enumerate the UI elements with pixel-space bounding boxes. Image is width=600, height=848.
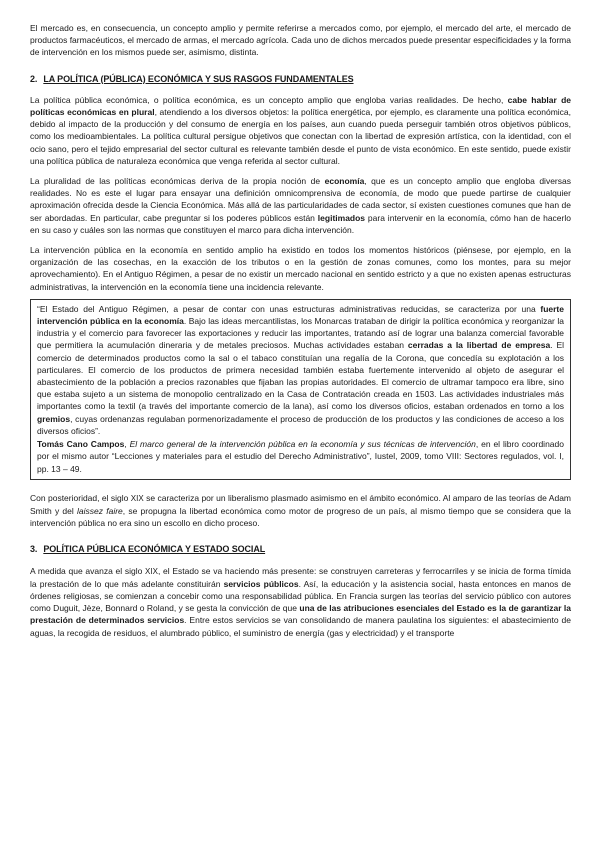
text-run: , se propugna la libertad económica como motor de progreso de un país, al mismo tiempo que se considera que la intervención pública no era sino un escollo en dicho proceso. xyxy=(30,505,571,529)
text-run: . El comercio de determinados productos como la sal o el tabaco constituían una regalía de la Corona, que concedía su explotación a los particulares. El comercio de los productos de primera necesidad también estaba fuertemente intervenido al objeto de asegurar el abastecimiento de la población a precios razonables que fijaban las propias autoridades. El comercio de ultramar tampoco era libre, sino que estaba sujeto a un sistema de monopolio centralizado en la Casa de Contratación creada en 1503. Las actividades industriales más importantes como la textil (a través del importante comercio de la lana), así como los diversos oficios, estaban ordenados en torno a los xyxy=(37,340,565,412)
text-run: “El Estado del Antiguo Régimen, a pesar de contar con unas estructuras administrativas reducidas, se caracteriza por una xyxy=(37,303,541,314)
text-run: La pluralidad de las políticas económicas deriva de la propia noción de xyxy=(30,176,325,187)
emphasis-text: cerradas a la libertad de empresa xyxy=(407,340,551,351)
text-run: , el Estado se va haciendo más presente: se construyen carreteras y ferrocarriles y se inicia de forma tímida la prestación de lo que más adelante constituirán xyxy=(30,565,571,589)
text-run: para intervenir en la economía, cómo han de hacerlo en su caso y cuáles son las normas que constituyen el marco para dicha intervención. xyxy=(30,212,571,235)
text-run: , que es un concepto amplio que engloba diversas realidades. No es este el lugar para ensayar una definición omnicomprensiva de economía, de modo que puede partirse de cualquier aproximación ofrecida desde la Ciencia Económica. Más allá de las particularidades de cada sector, sí existen cuestiones comunes que han de ser abordadas. En particular, cabe preguntar si los poderes públicos están xyxy=(30,176,571,223)
text-run: A medida que avanza el siglo xyxy=(30,565,146,576)
section-2-number: 2. xyxy=(30,73,38,84)
emphasis-text: servicios públicos xyxy=(223,578,299,589)
text-run: , xyxy=(124,439,130,450)
section-3-heading xyxy=(30,543,571,555)
century-numeral: XIX xyxy=(145,566,158,576)
text-run: , en el libro coordinado por el mismo autor “Lecciones y materiales para el estudio del Derecho Administrativo”, Iustel, 2009, tomo VIII: Sectores regulados, vol. I, pp. 13 – 49. xyxy=(37,439,564,474)
text-run: . Así, la educación y la asistencia social, hasta entonces en manos de órdenes religiosas, se comienzan a concebir como una responsabilidad pública. En Francia surgen las teorías del servicio público con autores como Duguit, Jèze, Bonnard o Roland, y se gesta la convicción de que xyxy=(30,578,571,614)
emphasis-text: fuerte intervención pública en la economía xyxy=(37,303,564,327)
text-run: . Entre estos servicios se van consolidando de manera paulatina los siguientes: el abastecimiento de aguas, la recogida de residuos, el alumbrado público, el suministro de energía (gas y electricidad) y el transporte xyxy=(30,615,571,638)
quote-reference xyxy=(37,438,564,475)
section-3-title: POLÍTICA PÚBLICA ECONÓMICA Y ESTADO SOCIAL xyxy=(43,544,266,555)
intro-paragraph: El mercado es, en consecuencia, un concepto amplio y permite referirse a mercados como, por ejemplo, el mercado del arte, el mercado de productos farmacéuticos, el mercado de armas, el mercado agrícola. Cada uno de dichos mercados puede presentar especificidades y la forma de intervención en los mismos puede ser, asimismo, distinta. xyxy=(30,23,571,58)
section-2-title: LA POLÍTICA (PÚBLICA) ECONÓMICA Y SUS RASGOS FUNDAMENTALES xyxy=(43,73,354,84)
text-run: . Bajo las ideas mercantilistas, los Monarcas trataban de dirigir la política económica y reorganizar la industria y el comercio para favorecer las exportaciones y reducir las importantes, tratando así de lograr una balanza comercial favorable que permitiera la acumulación dineraria y de metales preciosos. Muchas actividades estaban xyxy=(37,316,564,351)
text-run: , cuyas ordenanzas regulaban pormenorizadamente el proceso de producción de los productos y las condiciones de acceso a los diversos oficios”. xyxy=(37,413,564,436)
quote-text xyxy=(37,303,564,437)
text-run: , atendiendo a los diversos objetos: la política energética, por ejemplo, es claramente una política económica, debido al impacto de la producción y del consumo de energía en los países, aun cuando pueda perseguir también otros objetivos públicos, como los medioambientales. La política cultural persigue objetivos que conectan con la libertad de expresión artística, con la identidad, con el ocio sano, pero el tejido empresarial del sector cultural es relevante también desde el punto de vista económico. En este sentido, puede existir una política pública de naturaleza económica que venga referida al sector cultural. xyxy=(30,107,571,166)
century-numeral: XIX xyxy=(130,493,144,503)
emphasis-text: una de las atribuciones esenciales del Estado es la de garantizar la prestación de determinados servicios xyxy=(30,603,572,626)
section-2-paragraph-1 xyxy=(30,94,571,167)
section-3-paragraph-1 xyxy=(30,565,571,639)
section-2-paragraph-2 xyxy=(30,175,571,236)
liberalism-paragraph xyxy=(30,492,571,530)
section-3-number: 3. xyxy=(30,544,38,555)
emphasis-text: cabe hablar de políticas económicas en plural xyxy=(30,94,572,118)
quote-author: Tomás Cano Campos xyxy=(37,439,125,450)
section-2-heading xyxy=(30,73,571,85)
text-run: se caracteriza por un liberalismo plasmado asimismo en el ámbito económico. Al amparo de las teorías de Adam Smith y del xyxy=(30,492,572,516)
text-run: La política pública económica, o política económica, es un concepto amplio que engloba varias realidades. De hecho, xyxy=(30,94,508,105)
emphasis-text: economía xyxy=(324,176,365,187)
quote-box xyxy=(30,299,571,480)
emphasis-text: gremios xyxy=(37,413,71,424)
section-2-paragraph-3: La intervención pública en la economía en sentido amplio ha existido en todos los momentos históricos (piénsese, por ejemplo, en la organización de las cosechas, en la exacción de los tributos o en la gestión de zonas comunes, como los montes, para su mejor aprovechamiento). En el Antiguo Régimen, a pesar de no existir un mercado nacional en sentido estricto y a que no existen apenas estructuras administrativas, la intervención en la economía tiene una incidencia relevante. xyxy=(30,245,571,292)
quote-work-title: El marco general de la intervención pública en la economía y sus técnicas de intervención xyxy=(129,439,476,450)
document-page xyxy=(30,22,571,647)
italic-term: laissez faire xyxy=(77,505,123,516)
text-run: Con posterioridad, el siglo xyxy=(30,492,131,503)
emphasis-text: legitimados xyxy=(317,212,366,223)
